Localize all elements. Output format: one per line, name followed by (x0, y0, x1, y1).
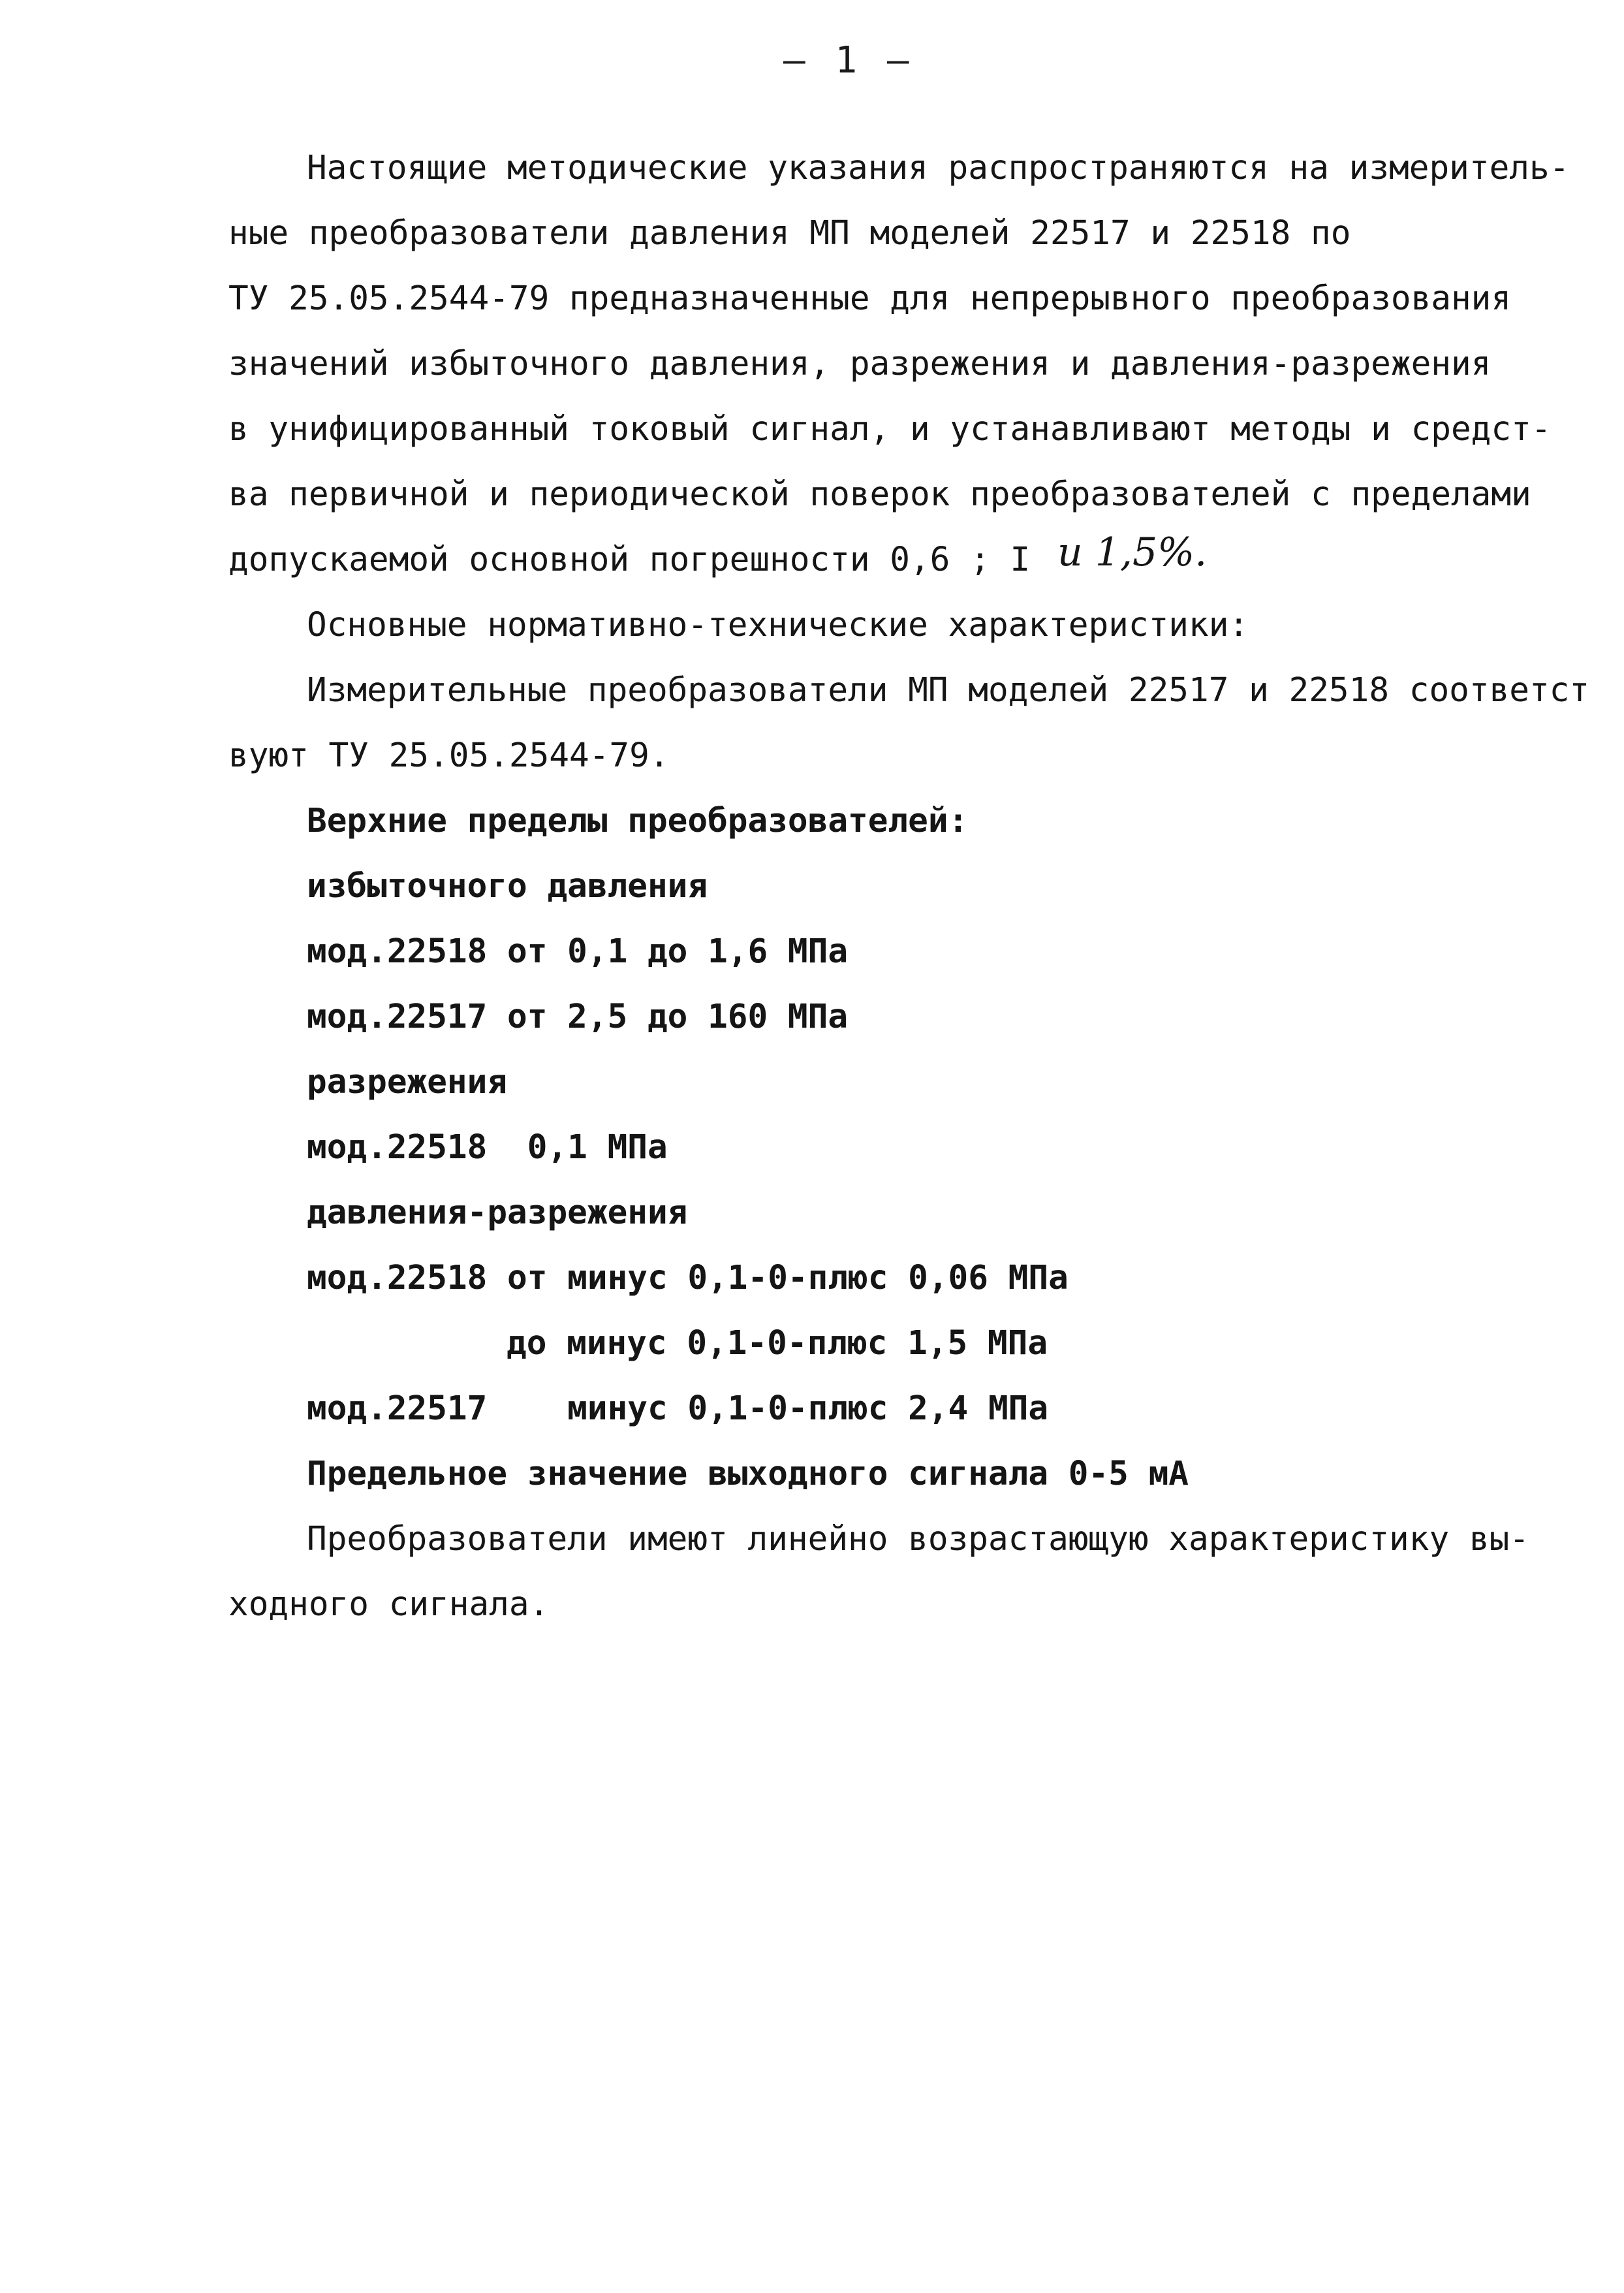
characteristics-heading: Основные нормативно-технические характеристики: (307, 606, 1249, 644)
vacuum-label: разрежения (307, 1063, 508, 1101)
linearity-line-2: ходного сигнала. (228, 1585, 550, 1624)
intro-line-5: в унифицированный токовый сигнал, и устанавливают методы и средст- (228, 410, 1552, 449)
handwritten-tolerance-note: и 1,5%. (1057, 530, 1208, 575)
intro-line-4: значений избыточного давления, разрежения и давления-разрежения (228, 345, 1491, 383)
intro-line-3: ТУ 25.05.2544-79 предназначенные для непрерывного преобразования (228, 279, 1512, 318)
intro-line-7: допускаемой основной погрешности 0,6 ; I (228, 541, 1031, 579)
overpressure-label: избыточного давления (307, 867, 708, 906)
pressure-vacuum-22518-to: до минус 0,1-0-плюс 1,5 МПа (507, 1324, 1048, 1363)
intro-line-1: Настоящие методические указания распространяются на измеритель- (307, 149, 1570, 187)
page-number: — 1 — (783, 39, 913, 82)
compliance-line-2: вуют ТУ 25.05.2544-79. (228, 736, 670, 775)
limits-heading: Верхние пределы преобразователей: (307, 802, 969, 840)
pressure-vacuum-22517: мод.22517 минус 0,1-0-плюс 2,4 МПа (307, 1389, 1049, 1428)
pressure-vacuum-label: давления-разрежения (307, 1194, 688, 1232)
linearity-line-1: Преобразователи имеют линейно возрастающую характеристику вы- (307, 1520, 1529, 1558)
overpressure-22517: мод.22517 от 2,5 до 160 МПа (307, 998, 849, 1036)
pressure-vacuum-22518-from: мод.22518 от минус 0,1-0-плюс 0,06 МПа (307, 1259, 1069, 1297)
overpressure-22518: мод.22518 от 0,1 до 1,6 МПа (307, 932, 849, 971)
intro-line-6: ва первичной и периодической поверок преобразователей с пределами (228, 475, 1531, 514)
intro-line-2: ные преобразователи давления МП моделей 22517 и 22518 по (228, 214, 1351, 253)
output-signal-line: Предельное значение выходного сигнала 0-5 мА (307, 1455, 1189, 1493)
vacuum-22518: мод.22518 0,1 МПа (307, 1128, 668, 1167)
compliance-line-1: Измерительные преобразователи МП моделей 22517 и 22518 соответст (307, 671, 1590, 710)
